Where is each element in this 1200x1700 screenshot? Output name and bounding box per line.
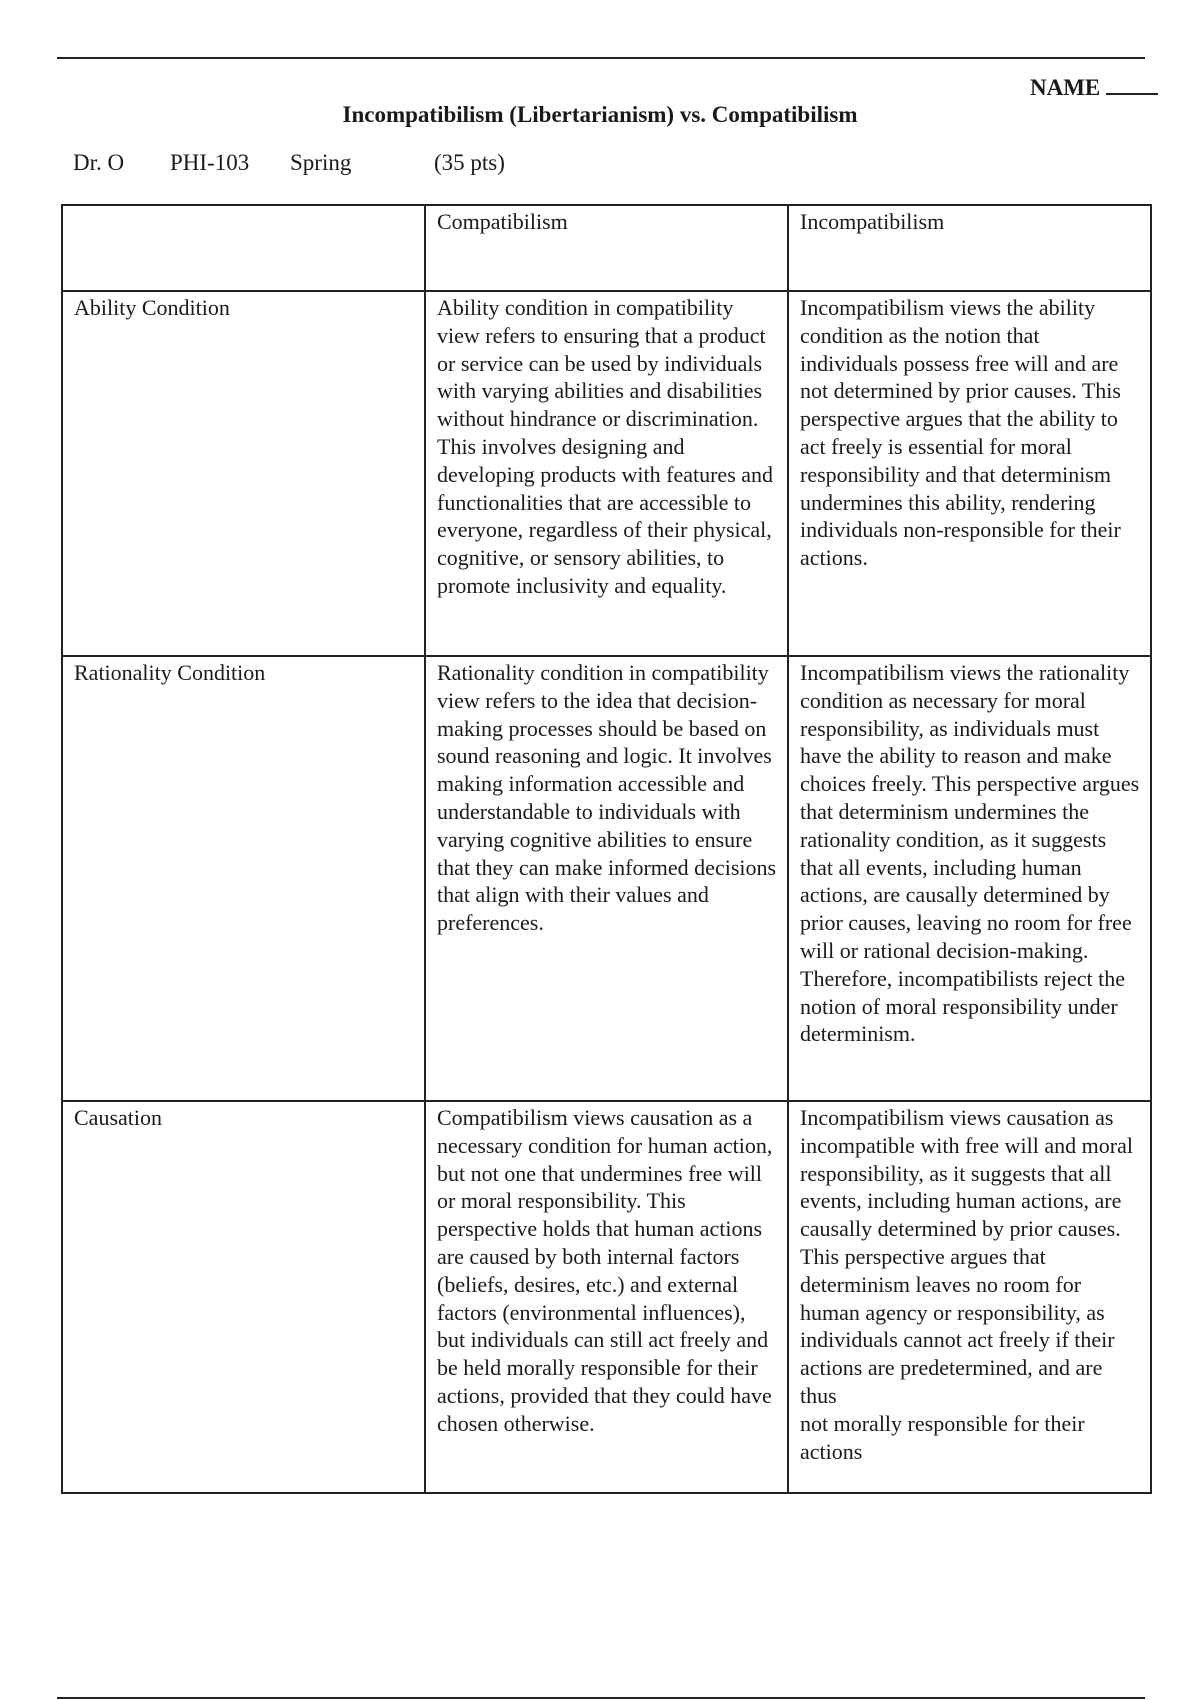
cell-ability-compatibilism: Ability condition in compatibility view refers to ensuring that a product or service can be used by individuals with varying abilities and disabilities without hindrance or discrimination. This involves designing and developing products with features and functionalities that are accessible to everyone, regardless of their physical, cognitive, or sensory abilities, to promote inclusivity and equality. — [425, 291, 788, 656]
cell-ability-incompatibilism: Incompatibilism views the ability condition as the notion that individuals possess free will and are not determined by prior causes. This perspective argues that the ability to act freely is essential for moral responsibility and that determinism undermines this ability, rendering individuals non-responsible for their actions. — [788, 291, 1151, 656]
cell-rationality-incompatibilism: Incompatibilism views the rationality condition as necessary for moral responsibility, as individuals must have the ability to reason and make choices freely. This perspective argues that determinism undermines the rationality condition, as it suggests that all events, including human actions, are causally determined by prior causes, leaving no room for free will or rational decision-making. Therefore, incompatibilists reject the notion of moral responsibility under determinism. — [788, 656, 1151, 1101]
cell-rationality-compatibilism: Rationality condition in compatibility view refers to the idea that decision-making processes should be based on sound reasoning and logic. It involves making information accessible and understandable to individuals with varying cognitive abilities to ensure that they can make informed decisions that align with their values and preferences. — [425, 656, 788, 1101]
term: Spring — [290, 150, 352, 175]
points: (35 pts) — [434, 150, 505, 175]
row-label-causation: Causation — [62, 1101, 425, 1493]
name-label: NAME — [1030, 75, 1101, 100]
cell-causation-incompatibilism — [788, 1101, 1151, 1493]
page-title: Incompatibilism (Libertarianism) vs. Compatibilism — [342, 102, 858, 127]
name-field — [1030, 75, 1158, 101]
row-label-ability: Ability Condition — [62, 291, 425, 656]
header-cell-empty — [62, 205, 425, 291]
table-row — [62, 656, 1151, 1101]
causation-incompatibilism-text: Incompatibilism views causation as incompatible with free will and moral responsibility, as it suggests that all events, including human actions, are causally determined by prior causes. This perspective argues that determinism leaves no room for human agency or responsibility, as individuals cannot act freely if their actions are predetermined, and are thus — [800, 1105, 1133, 1408]
causation-incompatibilism-tail: not morally responsible for their actions — [800, 1410, 1085, 1464]
bottom-rule — [57, 1697, 1145, 1699]
table-row — [62, 291, 1151, 656]
comparison-table — [61, 204, 1152, 1494]
course-code: PHI-103 — [170, 150, 250, 175]
row-label-rationality: Rationality Condition — [62, 656, 425, 1101]
name-blank-line — [1106, 93, 1158, 95]
header-cell-compatibilism: Compatibilism — [425, 205, 788, 291]
instructor: Dr. O — [73, 150, 125, 175]
top-rule — [57, 57, 1145, 59]
table-row — [62, 1101, 1151, 1493]
header-cell-incompatibilism: Incompatibilism — [788, 205, 1151, 291]
cell-causation-compatibilism: Compatibilism views causation as a necessary condition for human action, but not one that undermines free will or moral responsibility. This perspective holds that human actions are caused by both internal factors (beliefs, desires, etc.) and external factors (environmental influences), but individuals can still act freely and be held morally responsible for their actions, provided that they could have chosen otherwise. — [425, 1101, 788, 1493]
table-header-row — [62, 205, 1151, 291]
